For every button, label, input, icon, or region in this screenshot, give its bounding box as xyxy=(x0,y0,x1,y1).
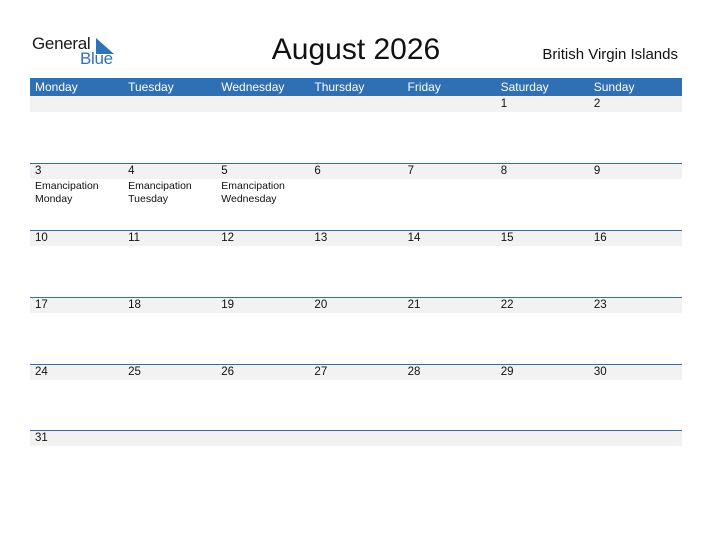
day-number: 7 xyxy=(407,165,414,177)
week-row xyxy=(30,364,682,430)
day-cell xyxy=(309,364,402,430)
day-number: 22 xyxy=(500,299,514,311)
day-number: 21 xyxy=(407,299,421,311)
week-row xyxy=(30,96,682,162)
day-cell xyxy=(216,364,309,430)
day-cell xyxy=(496,163,589,229)
day-number: 4 xyxy=(128,165,135,177)
weekday-header xyxy=(30,78,682,96)
day-number: 16 xyxy=(593,232,607,244)
day-cell xyxy=(589,96,682,162)
day-cell xyxy=(309,163,402,229)
day-number: 27 xyxy=(314,366,328,378)
day-cell xyxy=(496,96,589,162)
day-cell xyxy=(30,230,123,296)
day-cell xyxy=(403,96,496,162)
day-cell xyxy=(589,230,682,296)
day-cell xyxy=(123,230,216,296)
day-number: 14 xyxy=(407,232,421,244)
day-cell xyxy=(496,230,589,296)
weekday-sunday: Sunday xyxy=(593,80,635,94)
week-row xyxy=(30,163,682,229)
weekday-saturday: Saturday xyxy=(500,80,549,94)
day-number: 18 xyxy=(128,299,141,311)
day-cell xyxy=(123,297,216,363)
day-number: 6 xyxy=(314,165,321,177)
day-cell xyxy=(30,430,123,496)
day-cell xyxy=(403,297,496,363)
day-cell xyxy=(216,230,309,296)
day-cell xyxy=(123,364,216,430)
day-number: 13 xyxy=(314,232,328,244)
day-number: 25 xyxy=(128,366,141,378)
day-cell xyxy=(309,430,402,496)
day-number: 15 xyxy=(500,232,514,244)
day-cell xyxy=(403,230,496,296)
day-number: 3 xyxy=(35,165,42,177)
holiday-label: Emancipation Wednesday xyxy=(221,180,285,205)
region-label: British Virgin Islands xyxy=(542,46,678,63)
day-number: 10 xyxy=(35,232,48,244)
day-cell xyxy=(309,96,402,162)
week-row xyxy=(30,297,682,363)
weekday-friday: Friday xyxy=(407,80,441,94)
day-cell xyxy=(123,430,216,496)
day-cell xyxy=(216,96,309,162)
day-number: 1 xyxy=(500,98,508,110)
day-cell xyxy=(30,297,123,363)
day-cell xyxy=(216,163,309,229)
day-number: 8 xyxy=(500,165,508,177)
day-number: 11 xyxy=(128,232,141,244)
day-cell xyxy=(589,163,682,229)
holiday-label: Emancipation Monday xyxy=(35,180,99,205)
day-cell xyxy=(30,364,123,430)
day-cell xyxy=(496,364,589,430)
logo-blue-text: Blue xyxy=(80,49,113,68)
day-cell xyxy=(309,230,402,296)
day-number: 12 xyxy=(221,232,235,244)
day-cell xyxy=(403,163,496,229)
day-cell xyxy=(216,430,309,496)
day-number: 24 xyxy=(35,366,48,378)
day-number: 29 xyxy=(500,366,514,378)
day-cell xyxy=(123,163,216,229)
day-number: 17 xyxy=(35,299,48,311)
day-number: 20 xyxy=(314,299,328,311)
day-cell xyxy=(403,430,496,496)
day-number: 2 xyxy=(593,98,601,110)
day-cell xyxy=(496,430,589,496)
logo-general-text: General xyxy=(32,34,91,53)
week-row xyxy=(30,230,682,296)
day-cell xyxy=(403,364,496,430)
day-cell xyxy=(589,297,682,363)
week-row xyxy=(30,430,682,496)
day-cell xyxy=(589,430,682,496)
day-number: 26 xyxy=(221,366,235,378)
day-cell xyxy=(589,364,682,430)
day-cell xyxy=(30,163,123,229)
holiday-label: Emancipation Tuesday xyxy=(128,180,192,205)
day-cell xyxy=(216,297,309,363)
page-title: August 2026 xyxy=(271,33,441,66)
day-cell xyxy=(496,297,589,363)
day-number: 30 xyxy=(593,366,607,378)
day-number: 19 xyxy=(221,299,235,311)
day-number: 5 xyxy=(221,165,228,177)
day-cell xyxy=(123,96,216,162)
weekday-thursday: Thursday xyxy=(314,80,365,94)
day-number: 23 xyxy=(593,299,607,311)
day-number: 31 xyxy=(35,432,48,444)
day-cell xyxy=(30,96,123,162)
weekday-tuesday: Tuesday xyxy=(128,80,174,94)
day-number: 28 xyxy=(407,366,421,378)
day-cell xyxy=(309,297,402,363)
weekday-monday: Monday xyxy=(35,80,78,94)
weekday-wednesday: Wednesday xyxy=(221,80,285,94)
day-number: 9 xyxy=(593,165,601,177)
